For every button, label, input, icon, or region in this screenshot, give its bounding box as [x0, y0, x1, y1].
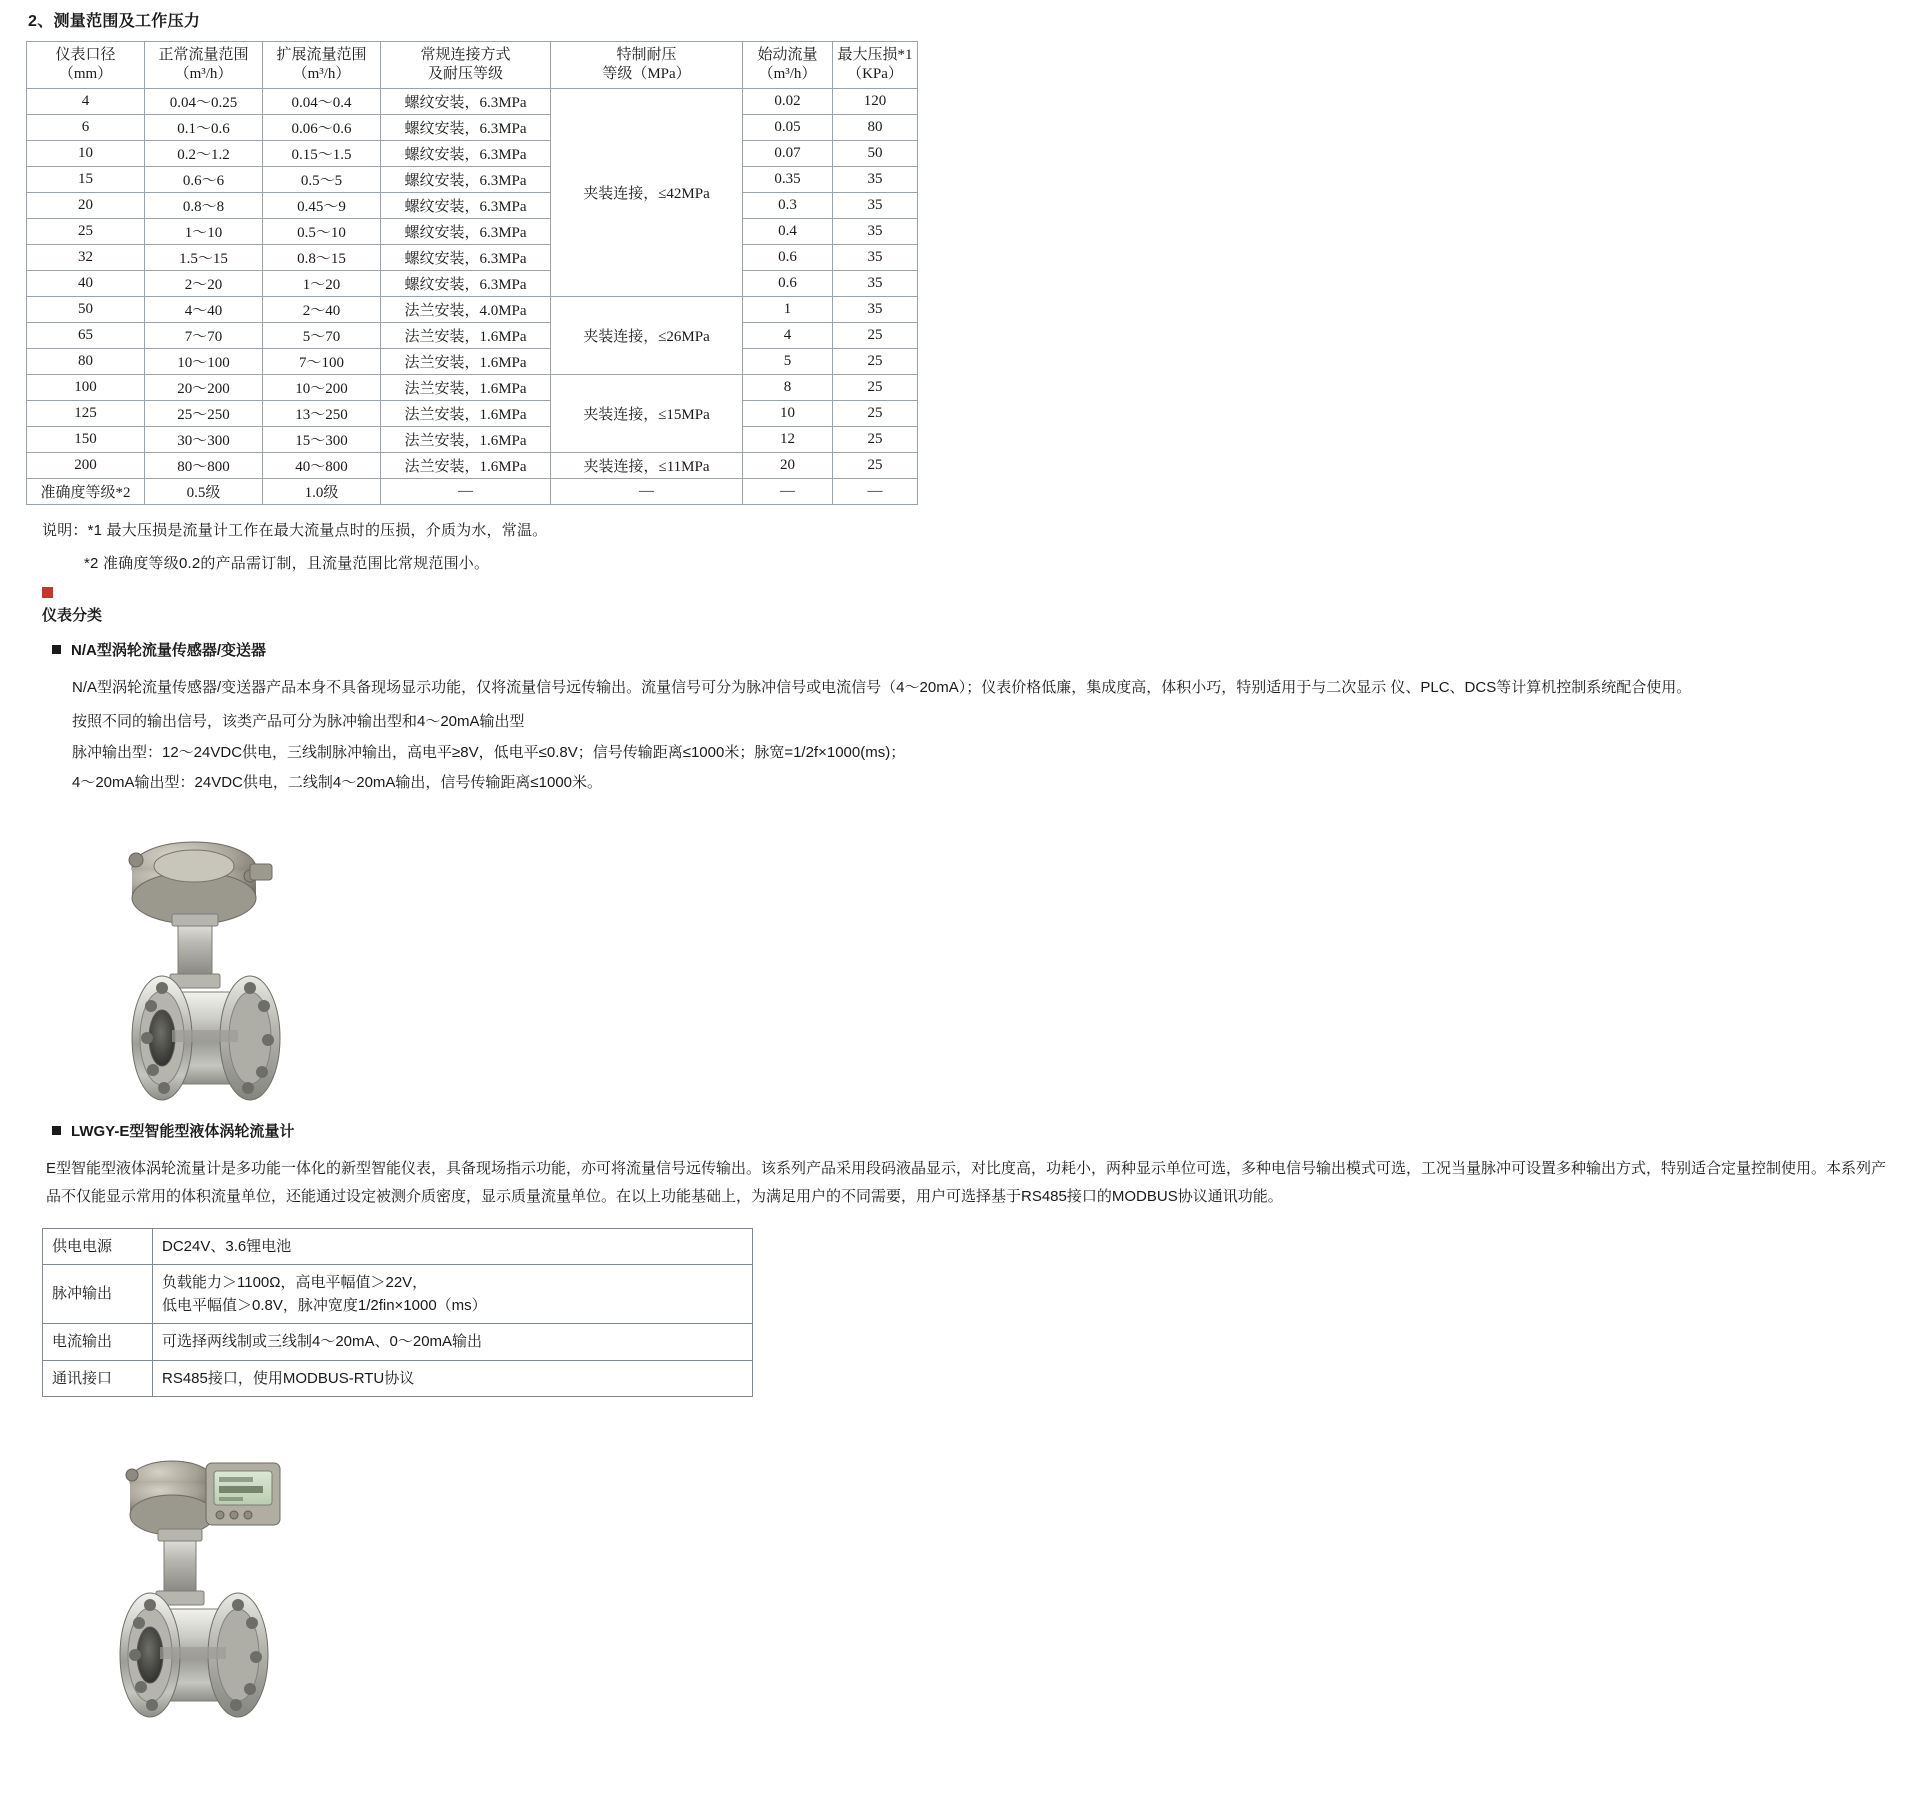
cell-dash: —	[743, 478, 833, 504]
parameter-table-body	[43, 1228, 753, 1396]
parameter-value-line: 低电平幅值＞0.8V，脉冲宽度1/2fin×1000（ms）	[162, 1297, 487, 1314]
transmitter-neck	[170, 914, 220, 988]
cell-diameter: 32	[27, 244, 145, 270]
cell-connection: 法兰安装，1.6MPa	[381, 452, 551, 478]
header-line-1: 常规连接方式	[420, 47, 511, 63]
table-row	[27, 322, 918, 348]
cell-dash: —	[381, 478, 551, 504]
cell-connection: 法兰安装，4.0MPa	[381, 296, 551, 322]
cell-diameter: 10	[27, 140, 145, 166]
cell-connection: 螺纹安装，6.3MPa	[381, 192, 551, 218]
parameter-value	[153, 1360, 753, 1396]
cell-diameter: 100	[27, 374, 145, 400]
cell-connection: 螺纹安装，6.3MPa	[381, 218, 551, 244]
cell-start-flow: 0.07	[743, 140, 833, 166]
parameter-key: 供电电源	[43, 1228, 153, 1264]
table-header	[27, 42, 918, 89]
parameter-row	[43, 1264, 753, 1324]
product-1-paragraph-4: 4～20mA输出型：24VDC供电，二线制4～20mA输出，信号传输距离≤1000米。	[72, 774, 603, 791]
cell-accuracy-extended: 1.0级	[263, 478, 381, 504]
cell-dash: —	[551, 478, 743, 504]
header-line-1: 最大压损*1	[837, 47, 913, 63]
table-row	[27, 426, 918, 452]
cell-extended-range: 7～100	[263, 348, 381, 374]
cell-start-flow: 0.3	[743, 192, 833, 218]
table-row	[27, 140, 918, 166]
cell-extended-range: 2～40	[263, 296, 381, 322]
parameter-row	[43, 1360, 753, 1396]
cell-extended-range: 1～20	[263, 270, 381, 296]
cell-accuracy-label: 准确度等级*2	[27, 478, 145, 504]
parameter-value-line: RS485接口，使用MODBUS-RTU协议	[162, 1369, 415, 1387]
cell-normal-range: 0.1～0.6	[145, 114, 263, 140]
header-line-2: （KPa）	[847, 65, 903, 82]
cell-diameter: 150	[27, 426, 145, 452]
product-1-paragraph-3: 脉冲输出型：12～24VDC供电，三线制脉冲输出，高电平≥8V，低电平≤0.8V；信号传输距离≤1000米；脉宽=1/2f×1000(ms)；	[72, 743, 906, 761]
cell-connection: 螺纹安装，6.3MPa	[381, 244, 551, 270]
note-2: *2 准确度等级0.2的产品需订制，且流量范围比常规范围小。	[84, 554, 490, 572]
cell-max-loss: 35	[833, 218, 918, 244]
header-line-2: 及耐压等级	[427, 65, 503, 82]
table-row	[27, 166, 918, 192]
cell-diameter: 20	[27, 192, 145, 218]
cell-start-flow: 8	[743, 374, 833, 400]
header-line-1: 仪表口径	[55, 47, 116, 63]
product-1-name: N/A型涡轮流量传感器/变送器	[71, 641, 267, 659]
lcd-display	[206, 1463, 280, 1525]
cell-accuracy-normal: 0.5级	[145, 478, 263, 504]
cell-max-loss: 35	[833, 270, 918, 296]
note-1: 说明：*1 最大压损是流量计工作在最大流量点时的压损，介质为水，常温。	[42, 521, 548, 539]
classification-title: 仪表分类	[42, 606, 103, 624]
page-title: 2、测量范围及工作压力	[28, 13, 201, 30]
table-row	[27, 400, 918, 426]
header-cell-normal-range	[145, 42, 263, 89]
cell-connection: 螺纹安装，6.3MPa	[381, 114, 551, 140]
cell-start-flow: 0.02	[743, 88, 833, 114]
flowmeter-body	[120, 1593, 268, 1717]
turbine-flow-sensor-photo	[54, 816, 474, 1106]
header-cell-extended-range	[263, 42, 381, 89]
cell-normal-range: 80～800	[145, 452, 263, 478]
cell-start-flow: 0.35	[743, 166, 833, 192]
transmitter-housing	[129, 842, 272, 924]
cell-extended-range: 0.06～0.6	[263, 114, 381, 140]
cell-max-loss: 25	[833, 452, 918, 478]
parameter-value-line: 负载能力＞1100Ω，高电平幅值＞22V，	[162, 1273, 428, 1291]
cell-max-loss: 35	[833, 166, 918, 192]
cell-start-flow: 20	[743, 452, 833, 478]
cell-extended-range: 0.5～10	[263, 218, 381, 244]
cell-extended-range: 13～250	[263, 400, 381, 426]
header-line-1: 正常流量范围	[158, 47, 249, 63]
parameter-value	[153, 1264, 753, 1324]
table-body	[27, 88, 918, 504]
converter-housing	[126, 1461, 280, 1535]
cell-special-pressure: 夹装连接，≤26MPa	[551, 296, 743, 374]
header-line-2: （m³/h）	[758, 65, 817, 82]
table-row	[27, 244, 918, 270]
header-cell-connection	[381, 42, 551, 89]
cell-normal-range: 1～10	[145, 218, 263, 244]
cell-connection: 法兰安装，1.6MPa	[381, 374, 551, 400]
cell-diameter: 40	[27, 270, 145, 296]
cell-max-loss: 25	[833, 348, 918, 374]
cell-max-loss: 35	[833, 244, 918, 270]
cell-diameter: 125	[27, 400, 145, 426]
measurement-range-table	[26, 41, 918, 505]
cell-diameter: 4	[27, 88, 145, 114]
cell-diameter: 80	[27, 348, 145, 374]
parameter-row	[43, 1228, 753, 1264]
cell-max-loss: 25	[833, 400, 918, 426]
table-row	[27, 452, 918, 478]
cell-connection: 法兰安装，1.6MPa	[381, 348, 551, 374]
cell-extended-range: 5～70	[263, 322, 381, 348]
cell-start-flow: 4	[743, 322, 833, 348]
table-row	[27, 192, 918, 218]
cell-special-pressure: 夹装连接，≤42MPa	[551, 88, 743, 296]
header-line-2: 等级（MPa）	[602, 65, 691, 82]
cell-start-flow: 0.05	[743, 114, 833, 140]
cell-normal-range: 25～250	[145, 400, 263, 426]
table-row	[27, 270, 918, 296]
cell-dash: —	[833, 478, 918, 504]
cell-max-loss: 35	[833, 296, 918, 322]
cell-normal-range: 0.04～0.25	[145, 88, 263, 114]
product-1-paragraph-1: N/A型涡轮流量传感器/变送器产品本身不具备现场显示功能，仅将流量信号远传输出。流量信号可分为脉冲信号或电流信号（4～20mA）；仪表价格低廉，集成度高，体积小巧，特别适用于与二次显示 仪、PLC、DCS等计算机控制系统配合使用。	[72, 678, 1692, 696]
bullet-square-icon	[52, 645, 61, 654]
header-line-1: 扩展流量范围	[276, 47, 367, 63]
cell-normal-range: 30～300	[145, 426, 263, 452]
parameter-row	[43, 1324, 753, 1360]
cell-diameter: 15	[27, 166, 145, 192]
cell-start-flow: 0.6	[743, 270, 833, 296]
header-cell-max-loss	[833, 42, 918, 89]
cell-normal-range: 10～100	[145, 348, 263, 374]
cell-extended-range: 10～200	[263, 374, 381, 400]
table-row	[27, 218, 918, 244]
parameter-value-line: DC24V、3.6锂电池	[162, 1237, 292, 1255]
cell-max-loss: 35	[833, 192, 918, 218]
cell-max-loss: 25	[833, 426, 918, 452]
cell-normal-range: 7～70	[145, 322, 263, 348]
cell-max-loss: 120	[833, 88, 918, 114]
parameter-key: 电流输出	[43, 1324, 153, 1360]
cell-normal-range: 1.5～15	[145, 244, 263, 270]
cell-extended-range: 0.15～1.5	[263, 140, 381, 166]
product-2-heading	[52, 1120, 1896, 1141]
header-cell-special-pressure	[551, 42, 743, 89]
parameter-value	[153, 1324, 753, 1360]
flowmeter-illustration	[54, 816, 454, 1106]
header-line-1: 特制耐压	[616, 47, 677, 63]
table-row	[27, 374, 918, 400]
table-row	[27, 348, 918, 374]
header-cell-diameter	[27, 42, 145, 89]
cell-diameter: 6	[27, 114, 145, 140]
cell-diameter: 65	[27, 322, 145, 348]
cell-diameter: 200	[27, 452, 145, 478]
parameter-key: 脉冲输出	[43, 1264, 153, 1324]
cell-extended-range: 0.5～5	[263, 166, 381, 192]
cell-extended-range: 15～300	[263, 426, 381, 452]
cell-special-pressure: 夹装连接，≤11MPa	[551, 452, 743, 478]
cell-start-flow: 0.4	[743, 218, 833, 244]
table-row	[27, 88, 918, 114]
cell-connection: 螺纹安装，6.3MPa	[381, 140, 551, 166]
cell-max-loss: 50	[833, 140, 918, 166]
header-cell-start-flow	[743, 42, 833, 89]
red-square-marker	[42, 587, 53, 598]
cell-diameter: 25	[27, 218, 145, 244]
cell-start-flow: 10	[743, 400, 833, 426]
cell-connection: 法兰安装，1.6MPa	[381, 400, 551, 426]
converter-neck	[156, 1529, 204, 1605]
table-row	[27, 296, 918, 322]
cell-connection: 螺纹安装，6.3MPa	[381, 270, 551, 296]
cell-normal-range: 0.2～1.2	[145, 140, 263, 166]
smart-flowmeter-illustration	[54, 1419, 454, 1719]
product-1-paragraph-2: 按照不同的输出信号，该类产品可分为脉冲输出型和4～20mA输出型	[72, 713, 525, 730]
accuracy-row	[27, 478, 918, 504]
cell-connection: 法兰安装，1.6MPa	[381, 426, 551, 452]
cell-extended-range: 0.8～15	[263, 244, 381, 270]
cell-connection: 螺纹安装，6.3MPa	[381, 166, 551, 192]
header-line-2: （mm）	[58, 65, 113, 82]
cell-normal-range: 0.8～8	[145, 192, 263, 218]
cell-extended-range: 0.04～0.4	[263, 88, 381, 114]
table-header-row	[27, 42, 918, 89]
parameter-value	[153, 1228, 753, 1264]
cell-special-pressure: 夹装连接，≤15MPa	[551, 374, 743, 452]
table-row	[27, 114, 918, 140]
cell-start-flow: 5	[743, 348, 833, 374]
cell-extended-range: 40～800	[263, 452, 381, 478]
product-2-paragraph-1: E型智能型液体涡轮流量计是多功能一体化的新型智能仪表，具备现场指示功能，亦可将流量信号远传输出。该系列产品采用段码液晶显示，对比度高，功耗小，两种显示单位可选，多种电信号输出模式可选，工况当量脉冲可设置多种输出方式，特别适合定量控制使用。本系列产品不仅能显示常用的体积流量单位，还能通过设定被测介质密度，显示质量流量单位。在以上功能基础上，为满足用户的不同需要，用户可选择基于RS485接口的MODBUS协议通讯功能。	[46, 1159, 1887, 1205]
cell-connection: 法兰安装，1.6MPa	[381, 322, 551, 348]
cell-extended-range: 0.45～9	[263, 192, 381, 218]
cell-max-loss: 25	[833, 374, 918, 400]
header-line-1: 始动流量	[757, 47, 818, 63]
cell-normal-range: 20～200	[145, 374, 263, 400]
cell-max-loss: 25	[833, 322, 918, 348]
cell-normal-range: 4～40	[145, 296, 263, 322]
cell-normal-range: 0.6～6	[145, 166, 263, 192]
cell-max-loss: 80	[833, 114, 918, 140]
cell-diameter: 50	[27, 296, 145, 322]
product-1-heading	[52, 639, 1896, 660]
parameter-table	[42, 1228, 753, 1397]
cell-start-flow: 0.6	[743, 244, 833, 270]
cell-connection: 螺纹安装，6.3MPa	[381, 88, 551, 114]
header-line-2: （m³/h）	[292, 65, 351, 82]
cell-normal-range: 2～20	[145, 270, 263, 296]
flowmeter-body	[132, 976, 280, 1100]
parameter-value-line: 可选择两线制或三线制4～20mA、0～20mA输出	[162, 1333, 483, 1351]
cell-start-flow: 1	[743, 296, 833, 322]
parameter-key: 通讯接口	[43, 1360, 153, 1396]
product-2-name: LWGY-E型智能型液体涡轮流量计	[71, 1122, 295, 1140]
header-line-2: （m³/h）	[174, 65, 233, 82]
bullet-square-icon	[52, 1126, 61, 1135]
cell-start-flow: 12	[743, 426, 833, 452]
smart-turbine-flowmeter-photo	[54, 1419, 474, 1719]
